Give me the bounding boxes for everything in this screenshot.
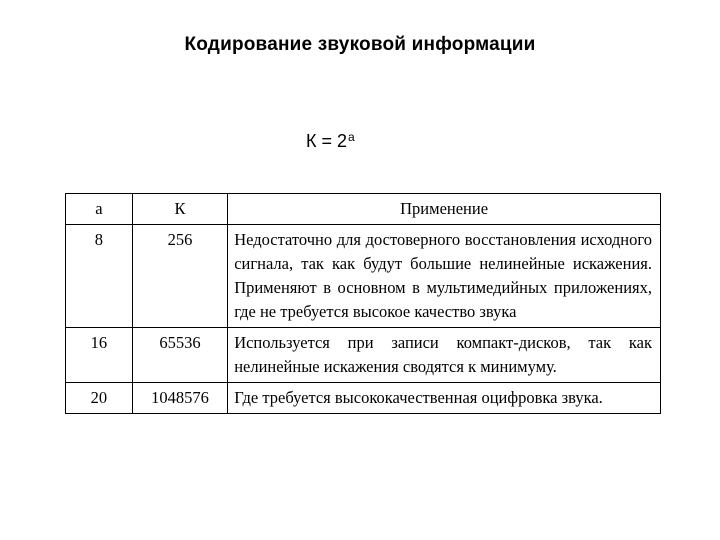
header-a: a bbox=[66, 194, 133, 225]
cell-application: Недостаточно для достоверного восстановления исходного сигнала, так как будут большие нелинейные искажения. Применяют в основном в мультимедийных приложениях, где не требуется высокое качество звука bbox=[228, 225, 661, 328]
cell-a: 16 bbox=[66, 328, 133, 383]
formula bbox=[306, 130, 355, 152]
formula-exponent: a bbox=[348, 130, 355, 144]
table-header-row bbox=[66, 194, 661, 225]
cell-k: 256 bbox=[132, 225, 227, 328]
table-row bbox=[66, 225, 661, 328]
header-application: Применение bbox=[228, 194, 661, 225]
cell-a: 8 bbox=[66, 225, 133, 328]
slide-title: Кодирование звуковой информации bbox=[184, 34, 536, 55]
cell-k: 1048576 bbox=[132, 383, 227, 414]
cell-application: Используется при записи компакт-дисков, так как нелинейные искажения сводятся к минимуму. bbox=[228, 328, 661, 383]
table-row bbox=[66, 383, 661, 414]
sampling-depth-table bbox=[65, 193, 661, 414]
cell-a: 20 bbox=[66, 383, 133, 414]
formula-base: К = 2 bbox=[306, 131, 348, 151]
header-k: К bbox=[132, 194, 227, 225]
cell-k: 65536 bbox=[132, 328, 227, 383]
cell-application: Где требуется высококачественная оцифровка звука. bbox=[228, 383, 661, 414]
table-row bbox=[66, 328, 661, 383]
